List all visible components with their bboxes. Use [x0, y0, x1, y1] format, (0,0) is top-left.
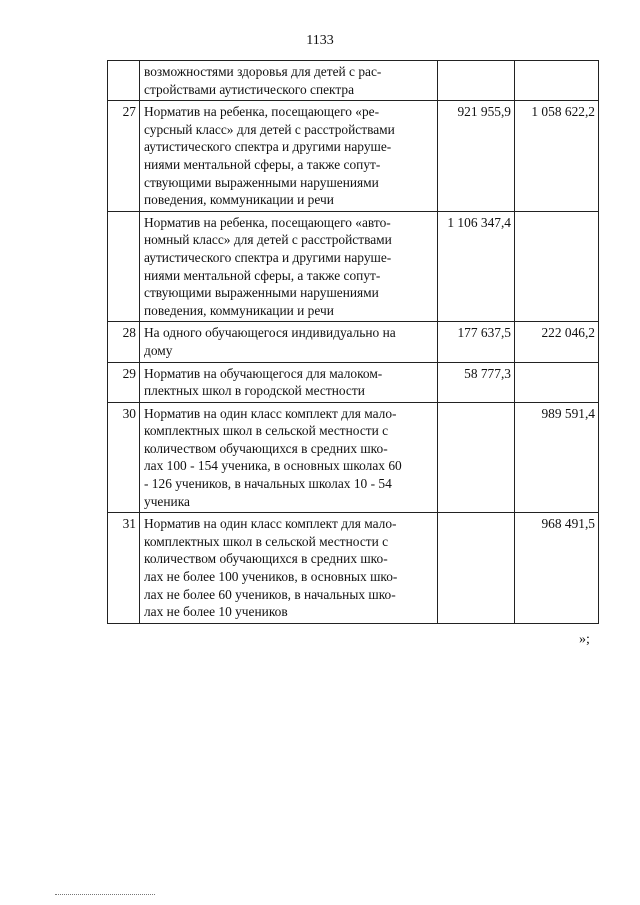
- row-number-cell: 30: [108, 402, 140, 513]
- row-value-1-cell: 921 955,9: [438, 101, 515, 212]
- table-row: [108, 513, 599, 624]
- row-name-cell: Норматив на обучающегося для малоком- плектных школ в городской местности: [140, 362, 438, 402]
- table-row: [108, 322, 599, 362]
- row-value-1-cell: 58 777,3: [438, 362, 515, 402]
- row-number-cell: 28: [108, 322, 140, 362]
- row-value-2-cell: 222 046,2: [515, 322, 599, 362]
- row-value-2-cell: 968 491,5: [515, 513, 599, 624]
- row-name-cell: Норматив на ребенка, посещающего «авто- номный класс» для детей с расстройствами аутистического спектра и другими наруше- ниями ментальной сферы, а также сопут- ствующими выраженными нарушениями поведения, коммуникации и речи: [140, 211, 438, 322]
- row-value-1-cell: [438, 61, 515, 101]
- row-name-cell: На одного обучающегося индивидуально на дому: [140, 322, 438, 362]
- norms-table: [107, 60, 599, 624]
- row-value-2-cell: [515, 61, 599, 101]
- row-value-1-cell: 177 637,5: [438, 322, 515, 362]
- row-number-cell: 31: [108, 513, 140, 624]
- row-number-cell: [108, 211, 140, 322]
- table-row: [108, 402, 599, 513]
- row-value-2-cell: 989 591,4: [515, 402, 599, 513]
- row-value-2-cell: [515, 211, 599, 322]
- table-row: [108, 362, 599, 402]
- row-name-cell: Норматив на один класс комплект для мало- комплектных школ в сельской местности с количеством обучающихся в средних шко- лах не более 100 учеников, в основных шко- лах не более 60 учеников, в начальных шко- лах не более 10 учеников: [140, 513, 438, 624]
- row-value-1-cell: [438, 513, 515, 624]
- table-row: [108, 61, 599, 101]
- footnote-separator: [55, 894, 155, 895]
- row-value-2-cell: 1 058 622,2: [515, 101, 599, 212]
- row-name-cell: Норматив на ребенка, посещающего «ре- сурсный класс» для детей с расстройствами аутистического спектра и другими наруше- ниями ментальной сферы, а также сопут- ствующими выраженными нарушениями поведения, коммуникации и речи: [140, 101, 438, 212]
- row-name-cell: Норматив на один класс комплект для мало- комплектных школ в сельской местности с количеством обучающихся в средних шко- лах 100 - 154 ученика, в основных школах 60 - 126 учеников, в начальных школах 10 - 54 ученика: [140, 402, 438, 513]
- closing-quote: »;: [579, 632, 590, 647]
- table-row: [108, 211, 599, 322]
- table-row: [108, 101, 599, 212]
- row-number-cell: 29: [108, 362, 140, 402]
- page-number: 1133: [306, 33, 334, 48]
- row-value-1-cell: 1 106 347,4: [438, 211, 515, 322]
- row-number-cell: 27: [108, 101, 140, 212]
- row-name-cell: возможностями здоровья для детей с рас- стройствами аутистического спектра: [140, 61, 438, 101]
- row-value-2-cell: [515, 362, 599, 402]
- row-number-cell: [108, 61, 140, 101]
- norms-table-body: [108, 61, 599, 624]
- row-value-1-cell: [438, 402, 515, 513]
